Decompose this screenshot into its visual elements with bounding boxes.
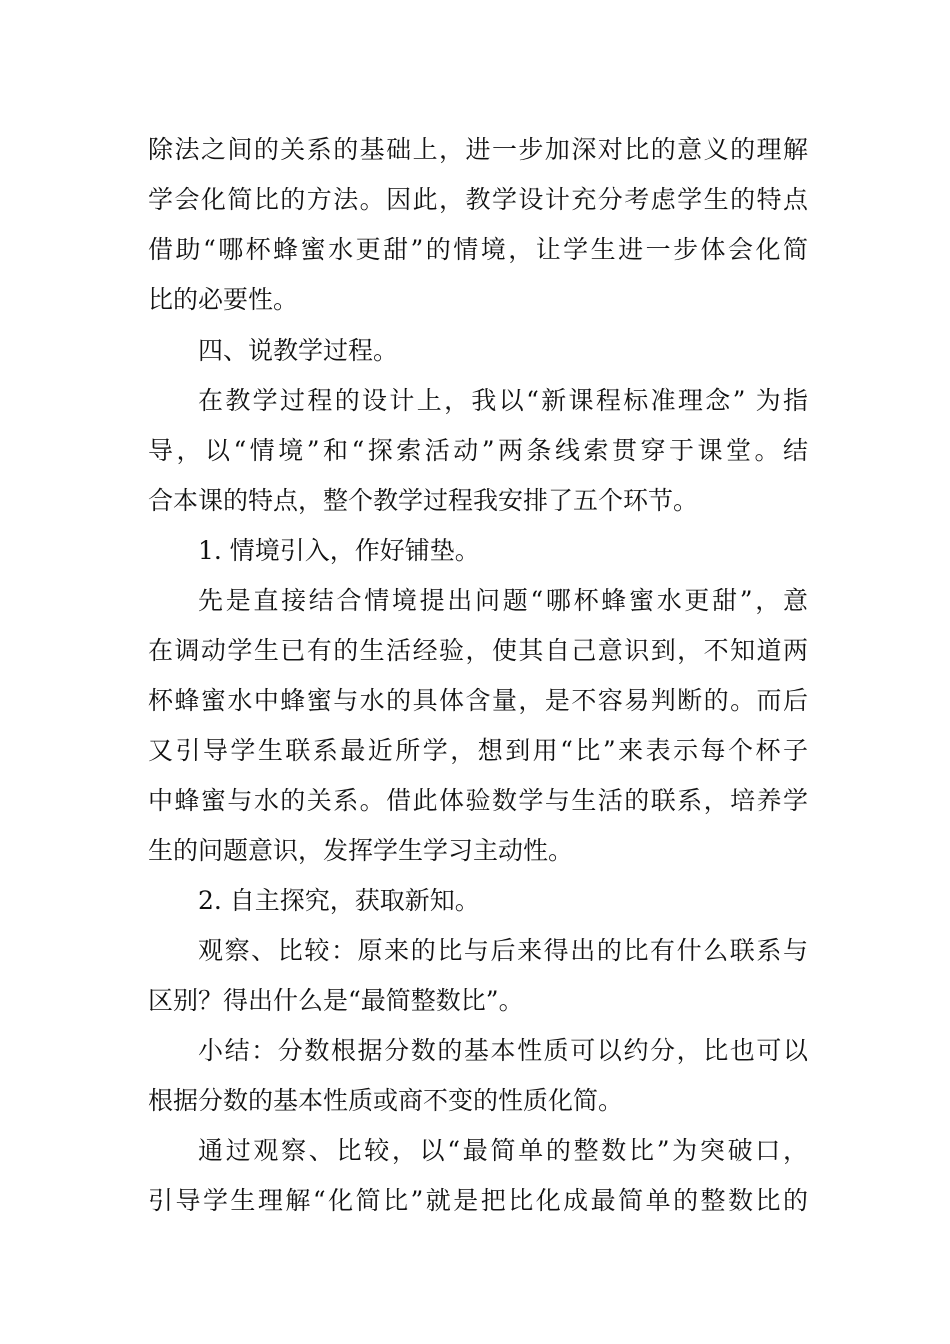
subsection-heading-2: 2. 自主探究，获取新知。 xyxy=(198,886,480,915)
text-line-3: 借助“哪杯蜂蜜水更甜”的情境，让学生进一步体会化简 xyxy=(148,235,808,264)
text-line-13: 又引导学生联系最近所学，想到用“比”来表示每个杯子 xyxy=(148,736,808,765)
text-line-11: 在调动学生已有的生活经验，使其自己意识到，不知道两 xyxy=(148,636,808,665)
text-line-22: 引导学生理解“化简比”就是把比化成最简单的整数比的 xyxy=(148,1186,808,1215)
text-line-15: 生的问题意识，发挥学生学习主动性。 xyxy=(148,836,574,865)
subsection-heading-1: 1. 情境引入，作好铺垫。 xyxy=(198,536,480,565)
text-line-12: 杯蜂蜜水中蜂蜜与水的具体含量，是不容易判断的。而后 xyxy=(148,686,808,715)
text-line-14: 中蜂蜜与水的关系。借此体验数学与生活的联系，培养学 xyxy=(148,786,808,815)
text-line-1: 除法之间的关系的基础上，进一步加深对比的意义的理解 xyxy=(148,135,808,164)
text-line-2: 学会化简比的方法。因此，教学设计充分考虑学生的特点 xyxy=(148,185,808,214)
text-line-6: 在教学过程的设计上，我以“新课程标准理念” 为指 xyxy=(198,386,808,415)
text-line-19: 小结：分数根据分数的基本性质可以约分，比也可以 xyxy=(198,1036,808,1065)
text-line-20: 根据分数的基本性质或商不变的性质化简。 xyxy=(148,1086,624,1115)
text-line-21: 通过观察、比较，以“最简单的整数比”为突破口， xyxy=(198,1136,808,1165)
text-line-17: 观察、比较：原来的比与后来得出的比有什么联系与 xyxy=(198,936,808,965)
section-heading: 四、说教学过程。 xyxy=(198,336,399,365)
text-line-8: 合本课的特点，整个教学过程我安排了五个环节。 xyxy=(148,486,699,515)
text-line-10: 先是直接结合情境提出问题“哪杯蜂蜜水更甜”，意 xyxy=(198,586,808,615)
text-line-7: 导，以“情境”和“探索活动”两条线索贯穿于课堂。结 xyxy=(148,436,808,465)
text-line-4: 比的必要性。 xyxy=(148,285,299,314)
text-line-18: 区别？得出什么是“最简整数比”。 xyxy=(148,986,524,1015)
